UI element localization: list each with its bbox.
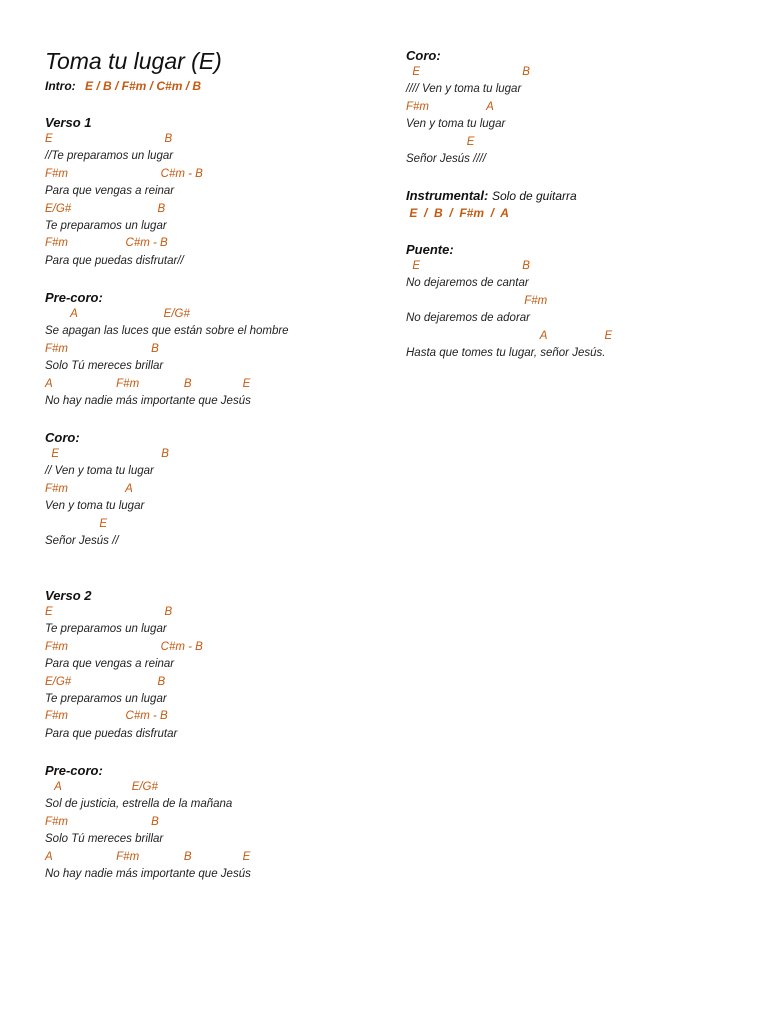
lyric-line: //Te preparamos un lugar bbox=[45, 150, 174, 163]
chord-line: E/G# B bbox=[45, 202, 166, 215]
section-pre-coro-2 bbox=[45, 762, 251, 883]
lyric-line: No dejaremos de adorar bbox=[406, 312, 531, 325]
lyric-line: Para que puedas disfrutar bbox=[45, 727, 178, 740]
chord-line: E B bbox=[45, 133, 173, 145]
chord-line: F#m C#m - B bbox=[45, 640, 203, 653]
section-lines bbox=[406, 258, 612, 362]
chord-line: E bbox=[45, 517, 107, 530]
chord-line: F#m C#m - B bbox=[45, 167, 203, 180]
chord-line: E B bbox=[406, 66, 530, 78]
section-title: Coro: bbox=[406, 48, 441, 63]
chord-line: F#m C#m - B bbox=[45, 237, 168, 250]
chord-line: F#m A bbox=[406, 100, 494, 113]
chord-line: E B bbox=[45, 448, 169, 460]
section-lines bbox=[45, 131, 203, 270]
chord-line: A F#m B E bbox=[45, 377, 251, 390]
chord-line: E B bbox=[406, 260, 530, 272]
lyric-line: No hay nadie más importante que Jesús bbox=[45, 867, 251, 880]
section-coro-2 bbox=[406, 47, 530, 168]
section-puente bbox=[406, 241, 612, 362]
instrumental-note: Solo de guitarra bbox=[491, 189, 577, 203]
song-title: Toma tu lugar (E) bbox=[45, 48, 222, 74]
section-lines bbox=[45, 446, 169, 550]
lyric-line: Solo Tú mereces brillar bbox=[45, 360, 164, 373]
chord-line: A E/G# bbox=[45, 308, 190, 320]
lyric-line: Ven y toma tu lugar bbox=[406, 118, 506, 131]
lyric-line: Se apagan las luces que están sobre el hombre bbox=[45, 325, 289, 338]
section-lines bbox=[45, 779, 251, 883]
lyric-line: Te preparamos un lugar bbox=[45, 219, 167, 232]
lyric-line: Te preparamos un lugar bbox=[45, 623, 167, 636]
section-title: Verso 2 bbox=[45, 588, 92, 603]
section-lines bbox=[45, 604, 203, 743]
lyric-line: Para que puedas disfrutar// bbox=[45, 254, 184, 267]
section-verso-1 bbox=[45, 114, 203, 270]
section-title bbox=[406, 187, 577, 204]
section-lines bbox=[45, 306, 289, 410]
section-title: Pre-coro: bbox=[45, 290, 103, 305]
lyric-line: Ven y toma tu lugar bbox=[45, 500, 145, 513]
lyric-line: //// Ven y toma tu lugar bbox=[406, 83, 522, 96]
chord-line: A E bbox=[406, 329, 613, 342]
chord-line: F#m bbox=[406, 294, 548, 307]
chord-line: F#m C#m - B bbox=[45, 710, 168, 723]
chord-line: E bbox=[406, 135, 475, 148]
section-title: Puente: bbox=[406, 242, 454, 257]
section-lines bbox=[406, 64, 530, 168]
section-title: Verso 1 bbox=[45, 115, 92, 130]
section-coro-1 bbox=[45, 429, 169, 550]
instrumental-title: Instrumental: bbox=[406, 188, 489, 203]
lyric-line: Sol de justicia, estrella de la mañana bbox=[45, 798, 233, 811]
chord-line: E B bbox=[45, 606, 173, 618]
lyric-line: No dejaremos de cantar bbox=[406, 277, 529, 290]
intro-line bbox=[45, 79, 201, 93]
lyric-line: Señor Jesús //// bbox=[406, 152, 486, 165]
chord-line: F#m B bbox=[45, 342, 159, 355]
chord-line: A E/G# bbox=[45, 781, 158, 793]
section-verso-2 bbox=[45, 587, 203, 743]
lyric-line: Para que vengas a reinar bbox=[45, 658, 175, 671]
instrumental-chords: E / B / F#m / A bbox=[406, 206, 509, 220]
lyric-line: Señor Jesús // bbox=[45, 534, 119, 547]
chord-line: E/G# B bbox=[45, 675, 166, 688]
lyric-line: No hay nadie más importante que Jesús bbox=[45, 394, 251, 407]
lyric-line: Solo Tú mereces brillar bbox=[45, 833, 164, 846]
section-pre-coro-1 bbox=[45, 289, 289, 410]
section-title: Pre-coro: bbox=[45, 763, 103, 778]
chord-line: F#m B bbox=[45, 815, 159, 828]
intro-label: Intro: bbox=[45, 79, 76, 93]
lyric-line: Te preparamos un lugar bbox=[45, 692, 167, 705]
lyric-line: Hasta que tomes tu lugar, señor Jesús. bbox=[406, 346, 606, 359]
chord-line: A F#m B E bbox=[45, 850, 251, 863]
section-instrumental bbox=[406, 187, 577, 222]
section-title: Coro: bbox=[45, 430, 80, 445]
lyric-line: Para que vengas a reinar bbox=[45, 185, 175, 198]
chord-line: F#m A bbox=[45, 482, 133, 495]
lyric-line: // Ven y toma tu lugar bbox=[45, 465, 154, 478]
intro-chords: E / B / F#m / C#m / B bbox=[85, 79, 202, 93]
